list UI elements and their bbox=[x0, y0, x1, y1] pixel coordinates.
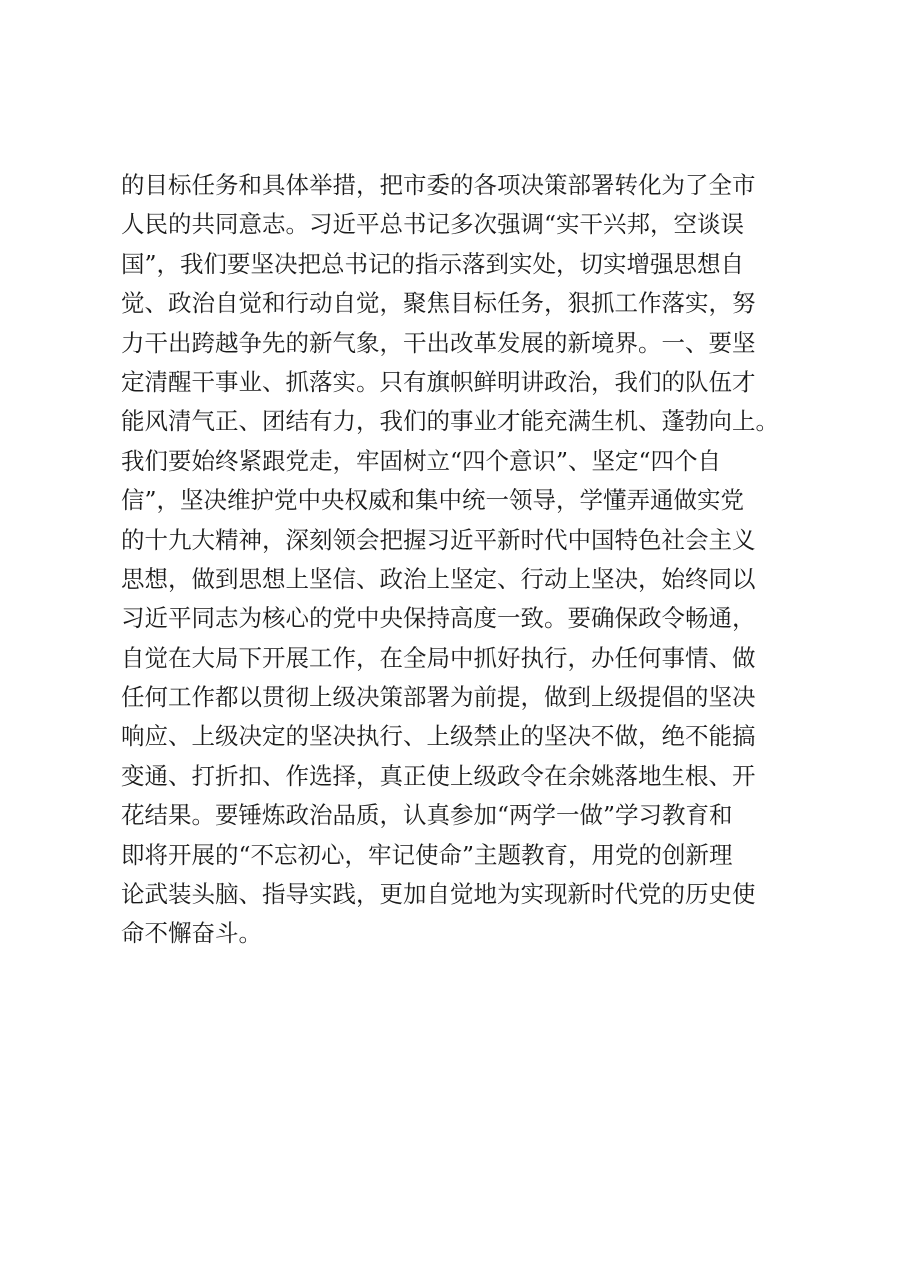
text-line: 变通、打折扣、作选择，真正使上级政令在余姚落地生根、开 bbox=[121, 761, 756, 790]
text-line: 人民的共同意志。习近平总书记多次强调“实干兴邦，空谈误 bbox=[121, 210, 745, 239]
text-line: 定清醒干事业、抓落实。只有旗帜鲜明讲政治，我们的队伍才 bbox=[121, 367, 756, 396]
text-line: 习近平同志为核心的党中央保持高度一致。要确保政令畅通， bbox=[121, 604, 756, 633]
text-line: 思想，做到思想上坚信、政治上坚定、行动上坚决，始终同以 bbox=[121, 564, 756, 593]
text-line: 命不懈奋斗。 bbox=[121, 919, 262, 948]
text-line: 花结果。要锤炼政治品质，认真参加“两学一做”学习教育和 bbox=[121, 801, 733, 830]
text-line: 的十九大精神，深刻领会把握习近平新时代中国特色社会主义 bbox=[121, 525, 756, 554]
text-line: 觉、政治自觉和行动自觉，聚焦目标任务，狠抓工作落实，努 bbox=[121, 289, 756, 318]
text-line: 即将开展的“不忘初心，牢记使命”主题教育，用党的创新理 bbox=[121, 840, 733, 869]
text-line: 任何工作都以贯彻上级决策部署为前提，做到上级提倡的坚决 bbox=[121, 683, 756, 712]
text-line: 信”，坚决维护党中央权威和集中统一领导，学懂弄通做实党 bbox=[121, 486, 745, 515]
text-line: 我们要始终紧跟党走，牢固树立“四个意识”、坚定“四个自 bbox=[121, 446, 722, 475]
text-line: 论武装头脑、指导实践，更加自觉地为实现新时代党的历史使 bbox=[121, 880, 756, 909]
text-line: 响应、上级决定的坚决执行、上级禁止的坚决不做，绝不能搞 bbox=[121, 722, 756, 751]
body-paragraph bbox=[121, 166, 841, 954]
text-line: 力干出跨越争先的新气象，干出改革发展的新境界。一、要坚 bbox=[121, 328, 756, 357]
text-line: 能风清气正、团结有力，我们的事业才能充满生机、蓬勃向上。 bbox=[121, 407, 779, 436]
text-line: 国”，我们要坚决把总书记的指示落到实处，切实增强思想自 bbox=[121, 249, 745, 278]
text-line: 自觉在大局下开展工作，在全局中抓好执行，办任何事情、做 bbox=[121, 643, 756, 672]
text-line: 的目标任务和具体举措，把市委的各项决策部署转化为了全市 bbox=[121, 171, 756, 199]
